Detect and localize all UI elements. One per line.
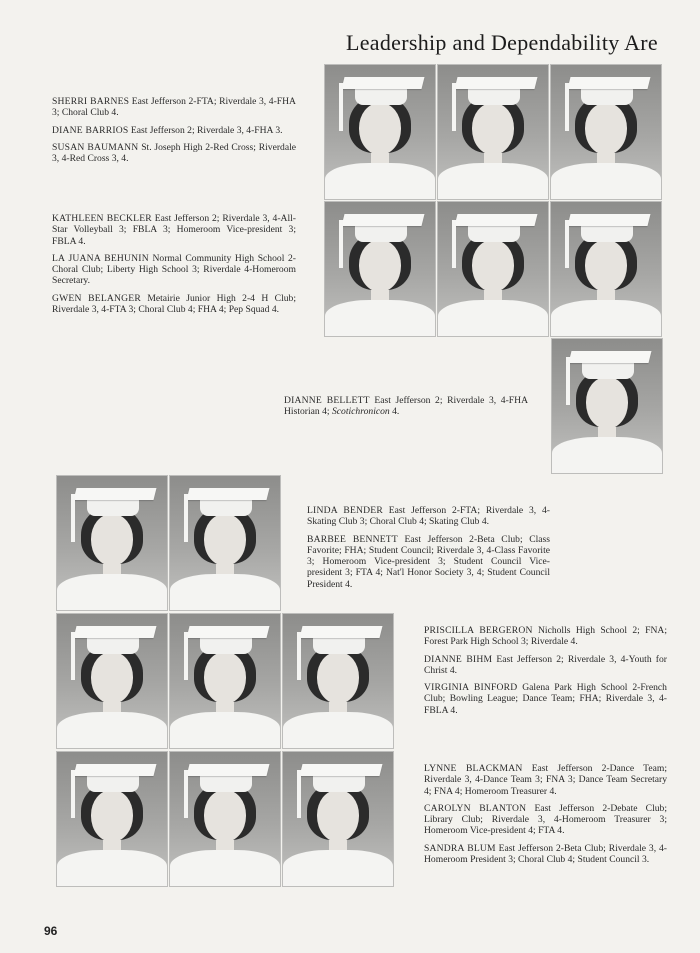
portrait-photo (282, 613, 394, 749)
bio-dianne-bellett: DIANNE BELLETT East Jefferson 2; Riverdale 3, 4-FHA Historian 4; Scotichronicon 4. (284, 395, 528, 418)
portrait-photo (169, 751, 281, 887)
portrait-photo (551, 338, 663, 474)
portrait-photo (282, 751, 394, 887)
bio-sherri-barnes: SHERRI BARNES East Jefferson 2-FTA; Riverdale 3, 4-FHA 3; Choral Club 4. (52, 96, 296, 119)
portrait-photo (56, 613, 168, 749)
bio-kathleen-beckler: KATHLEEN BECKLER East Jefferson 2; Riverdale 3, 4-All-Star Volleyball 3; FBLA 3; Homeroom Vice-president 3; FBLA 4. (52, 213, 296, 247)
bio-dianne-bihm: DIANNE BIHM East Jefferson 2; Riverdale 3, 4-Youth for Christ 4. (424, 653, 667, 676)
portrait-photo (56, 751, 168, 887)
bio-group-bender-bennett (307, 505, 550, 596)
portrait-photo (324, 64, 436, 200)
bio-priscilla-bergeron: PRISCILLA BERGERON Nicholls High School 2; FNA; Forest Park High School 3; Riverdale 4. (424, 625, 667, 648)
portrait-photo (169, 475, 281, 611)
bio-linda-bender: LINDA BENDER East Jefferson 2-FTA; Riverdale 3, 4-Skating Club 3; Choral Club 4; Skating Club 4. (307, 505, 550, 528)
bio-diane-barrios: DIANE BARRIOS East Jefferson 2; Riverdale 3, 4-FHA 3. (52, 124, 283, 136)
portrait-photo (169, 613, 281, 749)
bio-susan-baumann: SUSAN BAUMANN St. Joseph High 2-Red Cross; Riverdale 3, 4-Red Cross 3, 4. (52, 141, 296, 165)
bio-gwen-belanger: GWEN BELANGER Metairie Junior High 2-4 H Club; Riverdale 3, 4-FTA 3; Choral Club 4; FHA 4; Pep Squad 4. (52, 292, 297, 316)
portrait-photo (550, 201, 662, 337)
bio-sandra-blum: SANDRA BLUM East Jefferson 2-Beta Club; Riverdale 3, 4-Homeroom President 3; Choral Club 4; Student Council 3. (424, 842, 668, 866)
portrait-photo (437, 201, 549, 337)
page-title: Leadership and Dependability Are (346, 30, 658, 55)
bio-la-juana-behunin: LA JUANA BEHUNIN Normal Community High School 2-Choral Club; Liberty High School 3; Riverdale 4-Homeroom Secretary. (52, 252, 296, 287)
bio-group-blackman-blum (424, 763, 667, 871)
bio-group-top-left (52, 96, 296, 170)
page-number: 96 (44, 924, 58, 938)
portrait-photo (550, 64, 662, 200)
portrait-photo (437, 64, 549, 200)
bio-virginia-binford: VIRGINIA BINFORD Galena Park High School 2-French Club; Bowling League; Dance Team; FHA; Riverdale 3, 4-FBLA 4. (424, 682, 667, 716)
bio-lynne-blackman: LYNNE BLACKMAN East Jefferson 2-Dance Team; Riverdale 3, 4-Dance Team 3; FNA 3; Dance Team Secretary 4; FNA 4; Homeroom Treasurer 4. (424, 763, 667, 797)
bio-carolyn-blanton: CAROLYN BLANTON East Jefferson 2-Debate Club; Library Club; Riverdale 3, 4-Homeroom Treasurer 3; Homeroom Vice-president 4; FTA 4. (424, 802, 667, 837)
bio-group-bellett (284, 395, 528, 424)
bio-group-bergeron-binford (424, 625, 667, 722)
portrait-photo (56, 475, 168, 611)
bio-group-middle-left (52, 213, 296, 321)
portrait-photo (324, 201, 436, 337)
bio-barbee-bennett: BARBEE BENNETT East Jefferson 2-Beta Club; Class Favorite; FHA; Student Council; Riverdale 3, 4-Class Favorite 3; Homeroom Vice-president 3; Student Council Vice-president 3; FTA 4; Nat'l Honor Society 3, 4; Student Council President 4. (307, 533, 550, 590)
